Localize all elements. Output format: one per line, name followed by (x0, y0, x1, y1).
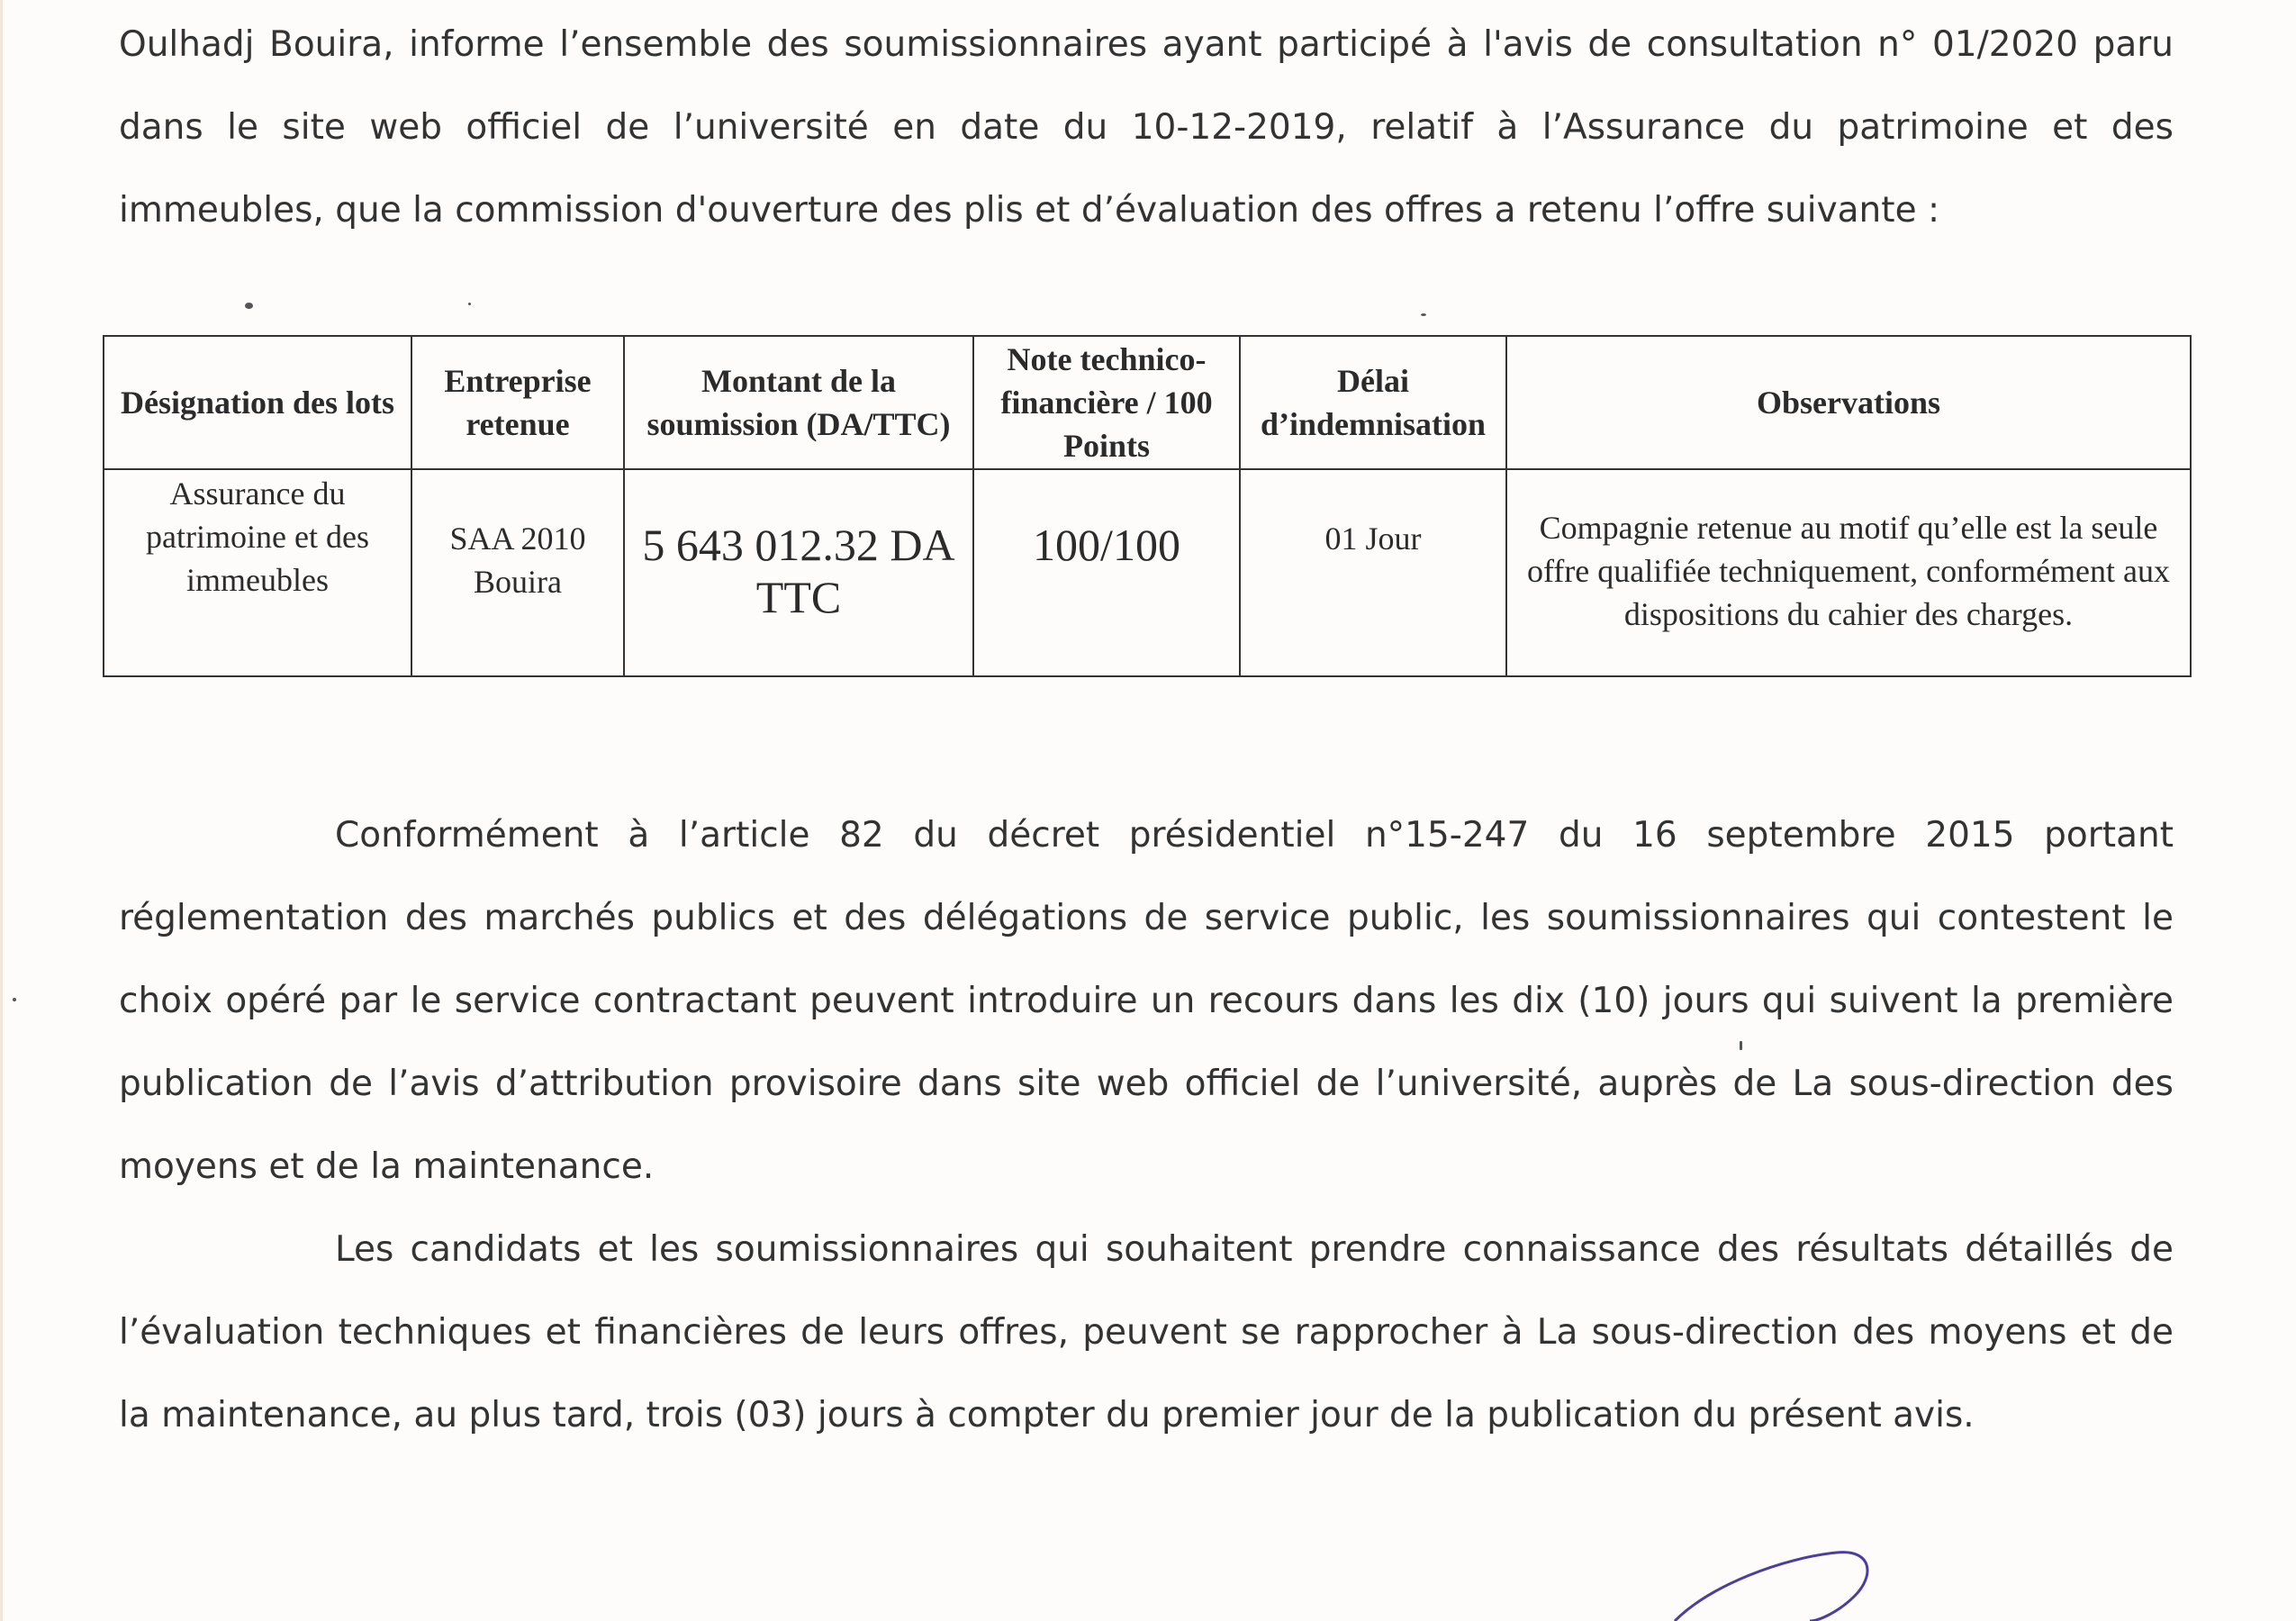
cell-observations: Compagnie retenue au motif qu’elle est la seule offre qualifiée techniquement, conformément aux dispositions du cahier des charges. (1506, 469, 2191, 676)
table-header-row (104, 336, 2191, 469)
consultation-paragraph: Les candidats et les soumissionnaires qui souhaitent prendre connaissance des résultats détaillés de l’évaluation techniques et financières de leurs offres, peuvent se rapprocher à La sous-direction des moyens et de la maintenance, au plus tard, trois (03) jours à compter du premier jour de la publication du présent avis. (119, 1229, 2174, 1435)
cell-delai: 01 Jour (1240, 469, 1506, 676)
cell-montant: 5 643 012.32 DA TTC (624, 469, 973, 676)
scan-speck (468, 303, 471, 305)
table-row (104, 469, 2191, 676)
intro-paragraph: Oulhadj Bouira, informe l’ensemble des soumissionnaires ayant participé à l'avis de consultation n° 01/2020 paru dans le site web officiel de l’université en date du 10-12-2019, relatif à l’Assurance du patrimoine et des immeubles, que la commission d'ouverture des plis et d’évaluation des offres a retenu l’offre suivante : (119, 24, 2174, 231)
scan-speck (245, 303, 253, 309)
award-table (103, 335, 2192, 677)
scan-speck (1421, 313, 1426, 316)
header-observations: Observations (1506, 336, 2191, 469)
recours-paragraph: Conformément à l’article 82 du décret présidentiel n°15-247 du 16 septembre 2015 portant réglementation des marchés publics et des délégations de service public, les soumissionnaires qui contestent le choix opéré par le service contractant peuvent introduire un recours dans les dix (10) jours qui suivent la première publication de l’avis d’attribution provisoire dans site web officiel de l’université, auprès de La sous-direction des moyens et de la maintenance. (119, 815, 2174, 1187)
cell-note: 100/100 (973, 469, 1240, 676)
header-delai: Délai d’indemnisation (1240, 336, 1506, 469)
cell-designation: Assurance du patrimoine et des immeubles (104, 469, 411, 676)
header-designation: Désignation des lots (104, 336, 411, 469)
header-entreprise: Entreprise retenue (411, 336, 624, 469)
signature-stroke (1639, 1531, 1909, 1621)
cell-entreprise: SAA 2010 Bouira (411, 469, 624, 676)
scan-speck (13, 998, 16, 1001)
header-note: Note technico-financière / 100 Points (973, 336, 1240, 469)
page-edge (0, 0, 3, 1621)
header-montant: Montant de la soumission (DA/TTC) (624, 336, 973, 469)
scan-speck (1740, 1041, 1742, 1050)
